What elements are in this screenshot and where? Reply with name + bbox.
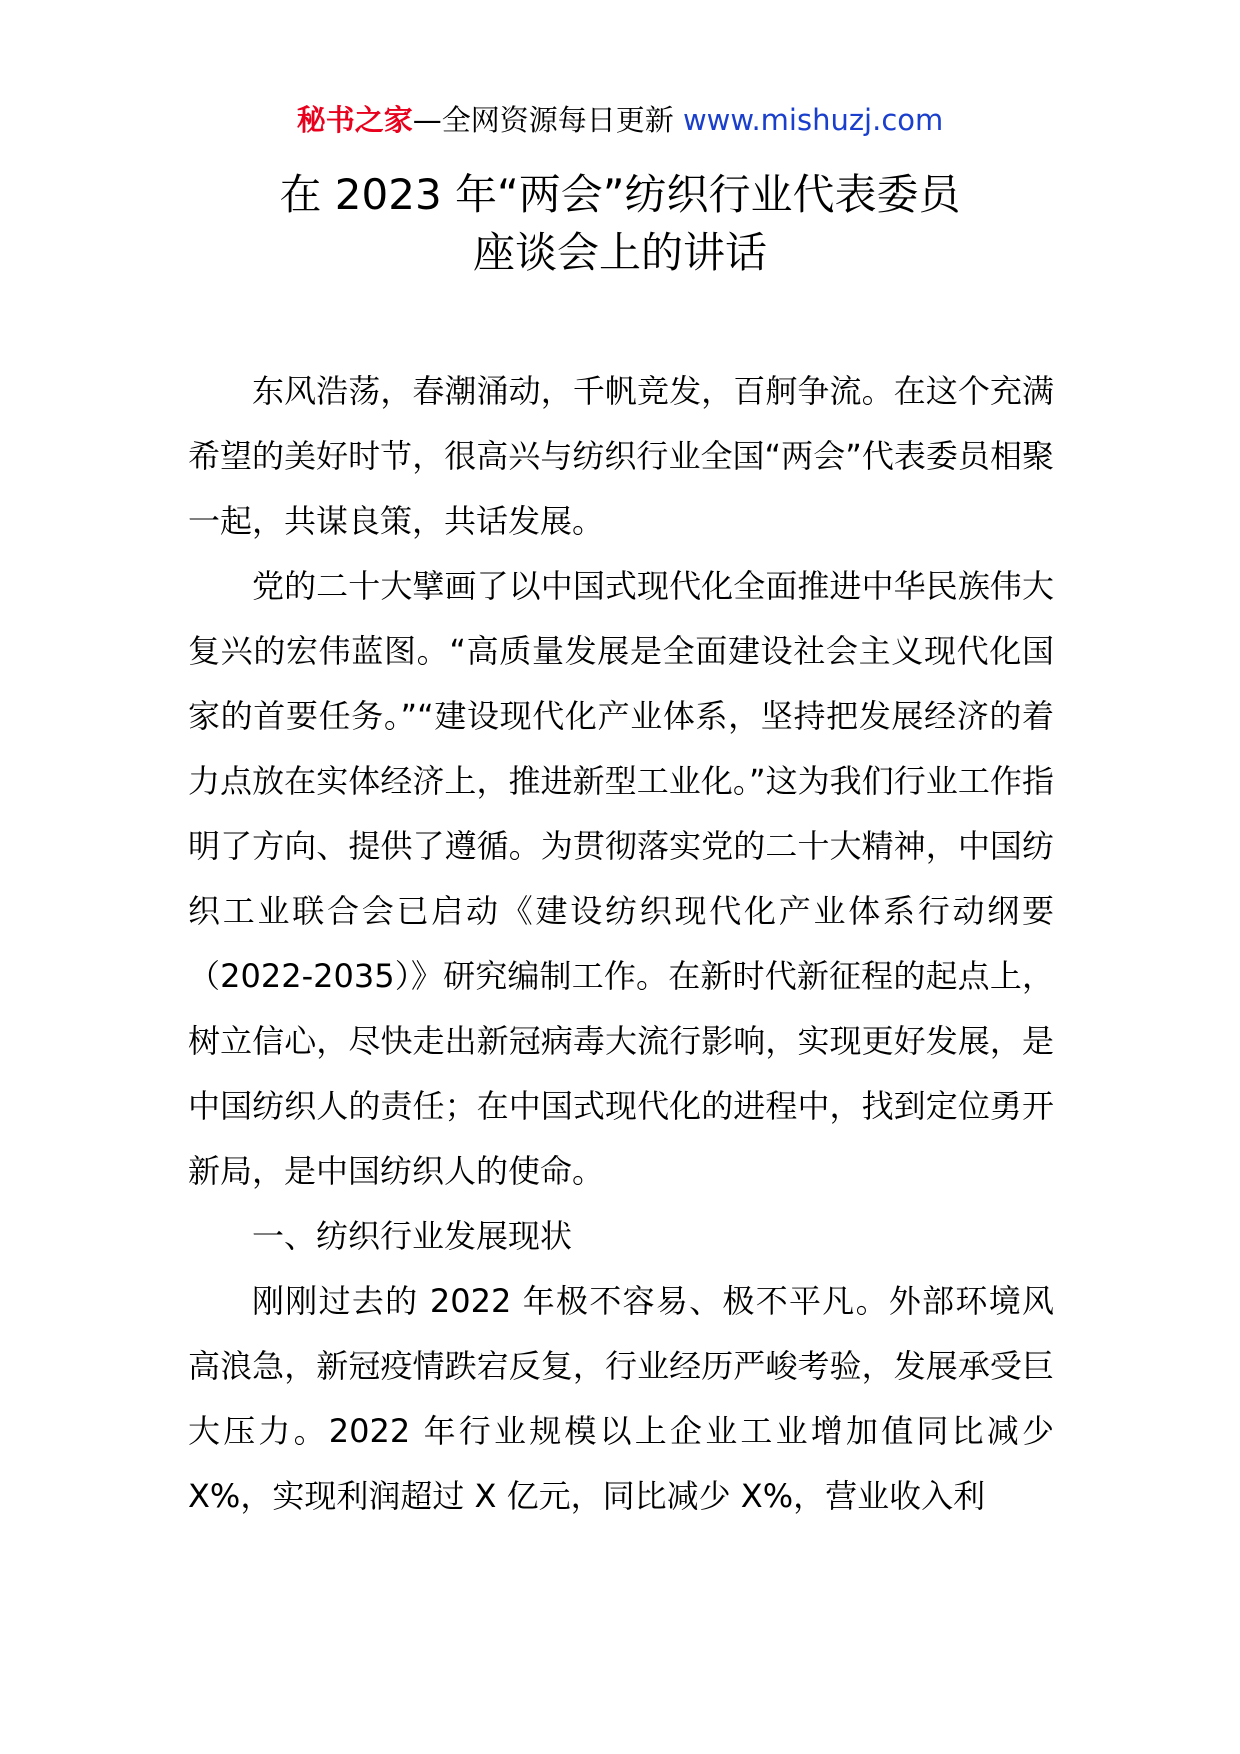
section-heading: 一、纺织行业发展现状: [252, 1217, 573, 1255]
site-tagline: —全网资源每日更新: [412, 103, 683, 137]
paragraph: 刚刚过去的 2022 年极不容易、极不平凡。外部环境风高浪急，新冠疫情跌宕反复，行业经历严峻考验，发展承受巨大压力。2022 年行业规模以上企业工业增加值同比减少 X%，实现利润超过 X 亿元，同比减少 X%，营业收入利: [188, 1282, 1054, 1515]
paragraph: 党的二十大擘画了以中国式现代化全面推进中华民族伟大复兴的宏伟蓝图。“高质量发展是全面建设社会主义现代化国家的首要任务。”“建设现代化产业体系，坚持把发展经济的着力点放在实体经济上，推进新型工业化。”这为我们行业工作指明了方向、提供了遵循。为贯彻落实党的二十大精神，中国纺织工业联合会已启动《建设纺织现代化产业体系行动纲要（2022-2035）》研究编制工作。在新时代新征程的起点上，树立信心，尽快走出新冠病毒大流行影响，实现更好发展，是中国纺织人的责任；在中国式现代化的进程中，找到定位勇开新局，是中国纺织人的使命。: [188, 567, 1054, 1190]
site-header: [0, 100, 1240, 140]
title-line-1: 在 2023 年“两会”纺织行业代表委员: [279, 170, 961, 219]
site-url[interactable]: www.mishuzj.com: [682, 103, 944, 137]
document-title: [0, 166, 1240, 282]
document-body: [188, 359, 1054, 1529]
title-line-2: 座谈会上的讲话: [472, 228, 767, 277]
site-brand: 秘书之家: [296, 103, 413, 137]
paragraph: 东风浩荡，春潮涌动，千帆竞发，百舸争流。在这个充满希望的美好时节，很高兴与纺织行业全国“两会”代表委员相聚一起，共谋良策，共话发展。: [188, 372, 1054, 540]
